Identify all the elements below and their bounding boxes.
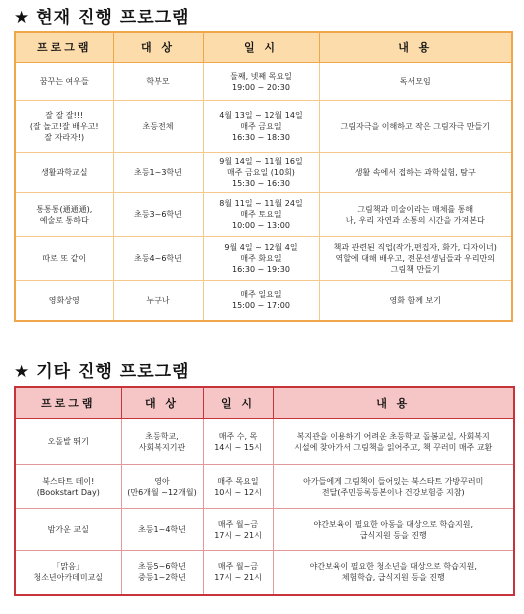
header-program: 프로그램 [15,387,121,419]
cell-target-line: 초등1~4학년 [138,525,186,534]
cell-target [113,63,203,101]
cell-content [319,101,512,153]
section-title-other [14,357,189,382]
cell-schedule [203,281,319,321]
cell-target-line: (만6개월 ~12개월) [127,487,197,497]
header-schedule: 일 시 [203,387,273,419]
header-target: 대 상 [113,32,203,63]
star-icon: ★ [14,8,31,28]
cell-schedule-line: 10:00 ~ 13:00 [232,221,290,230]
cell-target-line: 초등3~6학년 [134,210,182,219]
cell-target-line: 초등학교, [145,431,179,441]
star-icon: ★ [14,362,31,382]
table-header-row [15,32,512,63]
cell-program-line: 오돌발 뛰기 [47,437,89,446]
cell-content-line: 전달(주민등록등본이나 건강보험증 지참) [321,487,465,497]
cell-schedule-line: 17시 ~ 21시 [214,573,262,583]
header-content: 내 용 [319,32,512,63]
cell-target-line: 초등5~6학년 [138,562,186,572]
cell-content-line: 복지관을 이용하기 어려운 초등학교 돌봄교실, 사회복지 [296,431,490,441]
cell-content [319,63,512,101]
cell-content [273,551,514,595]
table-row [15,63,512,101]
cell-schedule-line: 16:30 ~ 18:30 [232,133,290,142]
cell-target [113,237,203,281]
header-schedule: 일 시 [203,32,319,63]
cell-schedule-line: 14시 ~ 15시 [214,442,262,452]
cell-schedule-line: 10시 ~ 12시 [214,487,262,497]
cell-target [121,551,203,595]
cell-target [121,419,203,465]
cell-target-line: 중등1~2학년 [138,573,186,583]
cell-content [273,465,514,509]
cell-content-line: 아가들에게 그림책이 들어있는 북스타트 가방꾸러미 [303,476,484,486]
cell-schedule [203,237,319,281]
cell-target [113,281,203,321]
cell-schedule-line: 둘째, 넷째 목요일 [230,71,292,81]
cell-schedule-line: 16:30 ~ 19:30 [232,265,290,274]
table-row [15,551,514,595]
cell-schedule-line: 15:30 ~ 16:30 [232,179,290,188]
cell-schedule-line: 매주 일요일 [240,290,282,300]
cell-schedule-line: 매주 월~금 [217,562,259,572]
cell-target [121,465,203,509]
table-row [15,509,514,551]
cell-schedule-line: 매주 월~금 [217,519,259,529]
cell-target [113,193,203,237]
cell-schedule-line: 19:00 ~ 20:30 [232,82,290,92]
cell-schedule-line: 4월 13일 ~ 12월 14일 [219,111,303,120]
cell-program-line: 잘 자라자!) [44,133,85,142]
table-row [15,193,512,237]
cell-program-line: 영화상영 [48,295,80,305]
cell-target-line: 사회복지기관 [138,442,186,452]
cell-schedule [203,63,319,101]
cell-content [319,193,512,237]
cell-schedule [203,101,319,153]
cell-program [15,551,121,595]
cell-target-line: 학부모 [146,77,170,86]
cell-program-line: 예술로 통하다 [39,215,89,225]
cell-content-line: 체험학습, 급식지원 등을 진행 [341,573,445,583]
cell-schedule [203,509,273,551]
cell-schedule-line: 매주 목요일 [217,476,259,486]
table-row [15,153,512,193]
cell-schedule-line: 매주 금요일 [240,122,282,131]
cell-program [15,101,113,153]
cell-program [15,419,121,465]
header-content: 내 용 [273,387,514,419]
cell-content-line: 그림자극을 이해하고 작은 그림자극 만들기 [340,122,490,131]
cell-content [273,509,514,551]
cell-content [273,419,514,465]
cell-program-line: 따로 또 같이 [42,254,87,263]
cell-content-line: 독서모임 [399,77,431,86]
cell-content-line: 시설에 찾아가서 그림책을 읽어주고, 책 꾸러미 매주 교환 [294,442,493,452]
cell-content-line: 야간보육이 필요한 청소년을 대상으로 학습지원, [309,562,477,572]
cell-schedule [203,153,319,193]
cell-target-line: 초등1~3학년 [134,168,182,177]
cell-content [319,281,512,321]
cell-content-line: 책과 관련된 직업(작가,편집자, 화가, 디자이너) [333,243,497,252]
cell-schedule [203,193,319,237]
cell-schedule-line: 9월 4일 ~ 12월 4일 [224,243,298,252]
cell-program-line: 밤가운 교실 [47,525,89,534]
table-row [15,419,514,465]
cell-program [15,63,113,101]
cell-target-line: 초등4~6학년 [134,254,182,263]
cell-schedule [203,465,273,509]
cell-content [319,153,512,193]
table-row [15,465,514,509]
cell-program-line: 꿈꾸는 여우들 [39,77,89,86]
cell-content-line: 급식지원 등을 진행 [359,530,427,540]
header-target: 대 상 [121,387,203,419]
cell-schedule-line: 매주 금요일 (10회) [227,168,295,177]
section-title-other-text: 기타 진행 프로그램 [36,362,190,382]
cell-content-line: 나, 우리 자연과 소통의 시간을 가져본다 [345,215,485,225]
other-programs-table [14,386,515,596]
cell-content-line: 야간보육이 필요한 아동을 대상으로 학습지원, [313,519,474,529]
cell-schedule [203,551,273,595]
cell-target-line: 초등전체 [142,122,174,131]
cell-program-line: (잘 놀고!잘 배우고! [29,122,99,131]
cell-program [15,153,113,193]
cell-target [113,101,203,153]
cell-program [15,465,121,509]
cell-schedule-line: 17시 ~ 21시 [214,530,262,540]
cell-content-line: 생활 속에서 접하는 과학실험, 탐구 [354,168,476,177]
table-row [15,101,512,153]
cell-target-line: 누구나 [146,295,170,305]
cell-program-line: 청소년아카데미교실 [33,573,104,583]
section-title-current [14,3,189,28]
cell-schedule-line: 8월 11일 ~ 11월 24일 [219,199,303,208]
cell-content-line: 그림책과 미술이라는 매체를 통해 [357,204,474,214]
cell-program-line: 생활과학교실 [41,168,88,177]
cell-target [113,153,203,193]
cell-program [15,509,121,551]
cell-program [15,281,113,321]
cell-content-line: 영화 함께 보기 [389,295,441,305]
cell-content-line: 그림책 만들기 [390,265,440,274]
table-header-row [15,387,514,419]
cell-content [319,237,512,281]
cell-program-line: 잘 잘 잘!!! [45,111,84,120]
section-title-current-text: 현재 진행 프로그램 [36,8,190,28]
cell-program-line: 북스타트 데이! [42,476,95,486]
table-row [15,237,512,281]
cell-target [121,509,203,551]
cell-program-line: 통통통(通通通), [36,204,93,214]
cell-schedule [203,419,273,465]
current-programs-table [14,31,513,322]
table-row [15,281,512,321]
cell-schedule-line: 매주 토요일 [240,210,282,219]
cell-schedule-line: 9월 14일 ~ 11월 16일 [219,157,303,166]
cell-program [15,237,113,281]
cell-program-line: (Bookstart Day) [36,487,100,497]
cell-target-line: 영아 [154,476,170,486]
cell-content-line: 역할에 대해 배우고, 전문선생님들과 우리만의 [335,254,496,263]
cell-schedule-line: 15:00 ~ 17:00 [232,301,290,311]
header-program: 프로그램 [15,32,113,63]
cell-program [15,193,113,237]
cell-schedule-line: 매주 수, 목 [218,431,258,441]
cell-program-line: 「맑음」 [52,562,84,572]
cell-schedule-line: 매주 화요일 [240,254,282,263]
